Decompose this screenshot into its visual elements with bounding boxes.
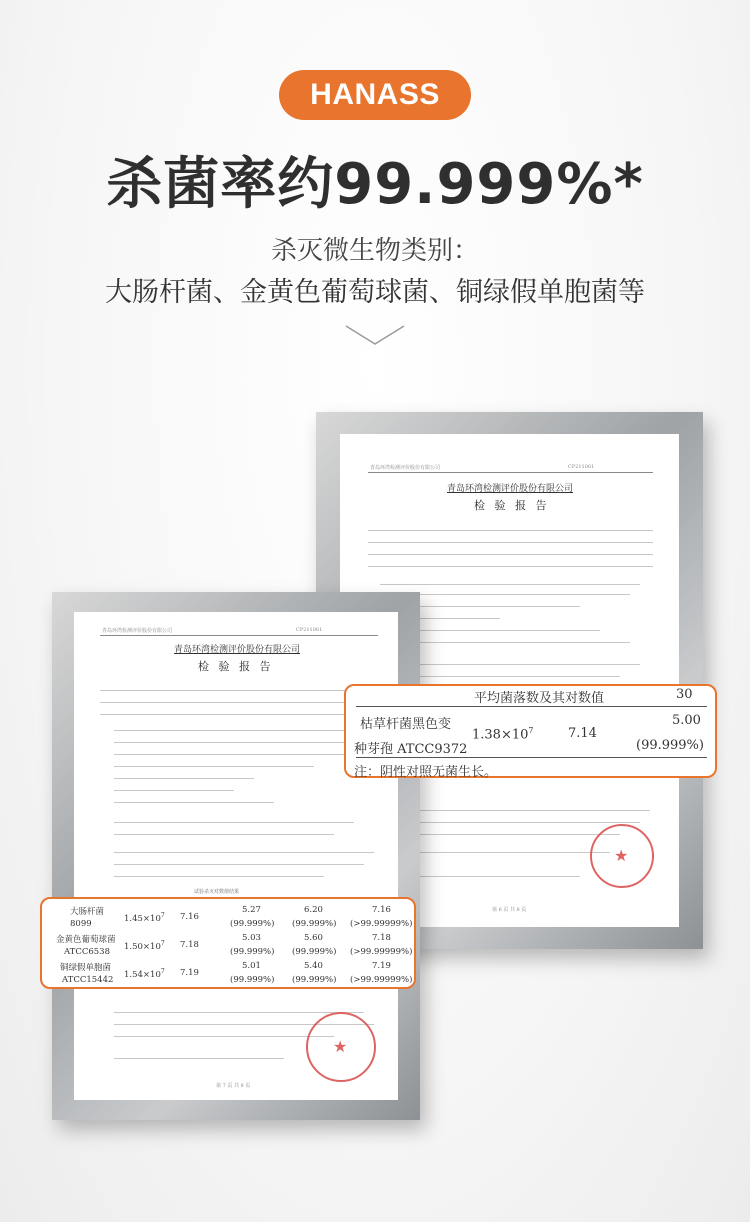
row-control-log: 7.18 (180, 940, 199, 950)
row-rate-2: (99.999%) (292, 947, 337, 957)
control-log: 7.14 (568, 726, 597, 741)
report-header-left: 青岛环湾检测评价股份有限公司 (102, 628, 173, 634)
row-rate-3: (>99.99999%) (350, 975, 413, 985)
callout-header: 平均菌落数及其对数值 (474, 691, 605, 706)
row-control-count: $1.54\times 10^7$ (124, 968, 165, 980)
report-frame-front (52, 592, 420, 1120)
row-control-count: $1.50\times 10^7$ (124, 940, 165, 952)
row-rate-2: (99.999%) (292, 919, 337, 929)
row-control-log: 7.16 (180, 912, 199, 922)
report-page-number: 第 6 页 共 8 页 (492, 907, 527, 913)
row-organism-strain: ATCC6538 (64, 947, 110, 957)
headline: 杀菌率约99.999%* (106, 152, 644, 217)
report-number: CP211061 (296, 627, 323, 633)
kill-rate: (99.999%) (636, 738, 704, 753)
report-title: 检 验 报 告 (198, 660, 274, 673)
red-seal-stamp: ★ (590, 824, 654, 888)
row-value-1: 5.01 (242, 961, 261, 971)
row-organism-name: 金黄色葡萄球菌 (56, 935, 116, 945)
subtitle-category-label: 杀灭微生物类别： (270, 236, 479, 266)
row-rate-2: (99.999%) (292, 975, 337, 985)
row-organism-strain: ATCC15442 (62, 975, 114, 985)
brand-badge: HANASS (279, 70, 471, 120)
chevron-down-icon (344, 322, 406, 348)
row-rate-1: (99.999%) (230, 975, 275, 985)
result-callout-back (344, 684, 717, 778)
row-value-2: 5.40 (304, 961, 323, 971)
report-org: 青岛环湾检测评价股份有限公司 (447, 484, 574, 494)
row-value-2: 6.20 (304, 905, 323, 915)
reduction-value: 5.00 (672, 713, 701, 728)
report-header-left: 青岛环湾检测评价股份有限公司 (370, 465, 441, 471)
negative-control-note: 注：阴性对照无菌生长。 (354, 765, 498, 780)
row-value-3: 7.16 (372, 905, 391, 915)
row-rate-3: (>99.99999%) (350, 919, 413, 929)
organism-name-line1: 枯草杆菌黑色变 (360, 717, 452, 732)
row-value-1: 5.27 (242, 905, 261, 915)
row-value-3: 7.19 (372, 961, 391, 971)
report-page-number: 第 7 页 共 8 页 (216, 1083, 251, 1089)
organism-name-line2: 种芽孢 ATCC9372 (354, 742, 468, 757)
row-control-log: 7.19 (180, 968, 199, 978)
red-seal-stamp: ★ (306, 1012, 376, 1082)
row-value-3: 7.18 (372, 933, 391, 943)
table-title: 试验杀灭对数值结果 (194, 889, 240, 895)
report-number: CP211061 (568, 464, 595, 470)
row-organism-name: 大肠杆菌 (70, 907, 105, 917)
callout-header-value: 30 (676, 687, 693, 702)
row-organism-strain: 8099 (70, 919, 92, 929)
subtitle-microbe-list: 大肠杆菌、金黄色葡萄球菌、铜绿假单胞菌等 (105, 277, 645, 308)
row-rate-1: (99.999%) (230, 947, 275, 957)
row-value-2: 5.60 (304, 933, 323, 943)
row-value-1: 5.03 (242, 933, 261, 943)
report-title: 检 验 报 告 (474, 499, 550, 512)
row-rate-3: (>99.99999%) (350, 947, 413, 957)
row-rate-1: (99.999%) (230, 919, 275, 929)
control-count: $1.38\times 10^7$ (472, 726, 534, 743)
report-org: 青岛环湾检测评价股份有限公司 (174, 645, 301, 655)
result-callout-front (40, 897, 416, 989)
row-control-count: $1.45\times 10^7$ (124, 912, 165, 924)
row-organism-name: 铜绿假单胞菌 (60, 963, 112, 973)
